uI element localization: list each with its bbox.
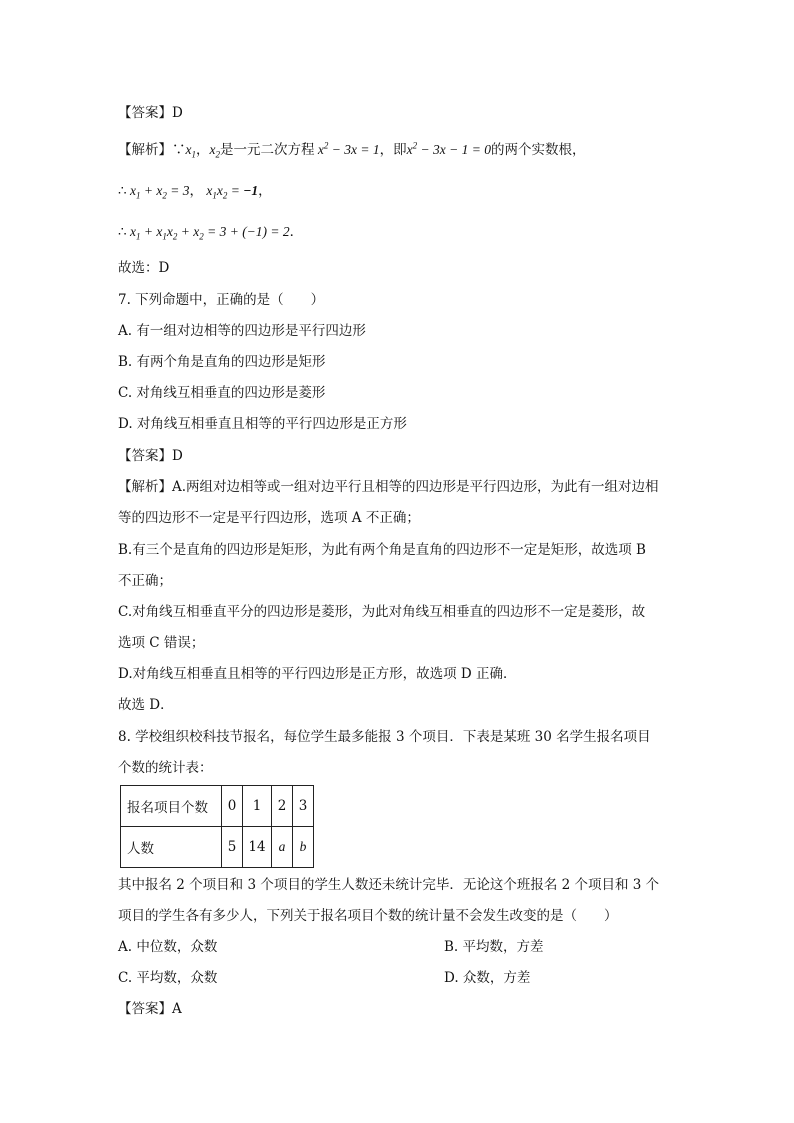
- math-result: $x_1 + x_1x_2 + x_2 = 3 + (-1) = 2$: [126, 224, 290, 242]
- q8-option-d: D. 众数，方差: [444, 970, 531, 986]
- q6-analysis-line2: ∴ $x_1 + x_2 = 3$， $x_1x_2 = -1$，: [118, 183, 272, 201]
- q7-analysis-line: 不正确；: [118, 573, 172, 589]
- q7-stem: 7. 下列命题中，正确的是（ ）: [118, 292, 325, 308]
- q7-analysis-line: 选项 C 错误；: [118, 635, 205, 651]
- math-product: $x_1x_2 = -1$: [206, 183, 259, 201]
- analysis-label: 【解析】: [118, 142, 172, 158]
- therefore-symbol: ∴: [118, 183, 127, 199]
- q8-option-c: C. 平均数，众数: [118, 970, 218, 986]
- table-row: [121, 827, 314, 868]
- because-symbol: ∵: [172, 142, 186, 158]
- therefore-symbol: ∴: [118, 224, 127, 240]
- q8-answer: 【答案】A: [118, 1001, 182, 1017]
- table-cell: 0: [222, 786, 243, 827]
- q6-text-c: 的两个实数根，: [490, 142, 586, 158]
- q7-option-d: D. 对角线互相垂直且相等的平行四边形是正方形: [118, 416, 407, 432]
- table-cell: 5: [222, 827, 243, 868]
- q8-after-line2: 项目的学生各有多少人，下列关于报名项目个数的统计量不会发生改变的是（ ）: [118, 908, 618, 924]
- q7-analysis-line: C.对角线互相垂直平分的四边形是菱形，为此对角线互相垂直的四边形不一定是菱形，故: [118, 604, 646, 620]
- q7-analysis-line: 等的四边形不一定是平行四边形，选项 A 不正确；: [118, 510, 420, 526]
- math-equation-2: $x^2 - 3x - 1 = 0$: [406, 140, 491, 157]
- q8-after-line1: 其中报名 2 个项目和 3 个项目的学生人数还未统计完毕．无论这个班报名 2 个项目和 3 个: [118, 877, 660, 893]
- table-cell: 2: [272, 786, 293, 827]
- q7-option-b: B. 有两个角是直角的四边形是矩形: [118, 354, 326, 370]
- table-cell: b: [293, 827, 314, 868]
- q6-answer: 【答案】D: [118, 105, 183, 121]
- q6-analysis-line1: 【解析】$\because x_1$，$x_2$是一元二次方程 $x^2 - 3x = 1$，即$x^2 - 3x - 1 = 0$的两个实数根，: [118, 140, 586, 160]
- table-cell: 1: [243, 786, 272, 827]
- q6-choose: 故选：D: [118, 260, 170, 276]
- table-cell: 14: [243, 827, 272, 868]
- table-cell: 3: [293, 786, 314, 827]
- q7-analysis-line: B.有三个是直角的四边形是矩形，为此有两个角是直角的四边形不一定是矩形，故选项 B: [118, 542, 646, 558]
- q7-analysis-line: D.对角线互相垂直且相等的平行四边形是正方形，故选项 D 正确．: [118, 666, 517, 682]
- table-header-cell: 报名项目个数: [121, 786, 222, 827]
- q6-text-b: ，即: [379, 142, 407, 158]
- math-sum: $x_1 + x_2 = 3$: [126, 183, 190, 201]
- q7-analysis-line: 故选 D．: [118, 697, 174, 713]
- q8-stem-line2: 个数的统计表：: [118, 760, 213, 776]
- q7-option-a: A. 有一组对边相等的四边形是平行四边形: [118, 323, 366, 339]
- table-row: [121, 786, 314, 827]
- q8-option-a: A. 中位数，众数: [118, 939, 218, 955]
- q7-analysis-line: 【解析】A.两组对边相等或一组对边平行且相等的四边形是平行四边形，为此有一组对边相: [118, 479, 659, 495]
- q6-analysis-line3: ∴ $x_1 + x_1x_2 + x_2 = 3 + (-1) = 2$．: [118, 224, 304, 242]
- q6-text-a: 是一元二次方程: [220, 142, 315, 158]
- math-equation-1: $x^2 - 3x = 1$: [314, 140, 380, 157]
- table-cell: a: [272, 827, 293, 868]
- q7-answer: 【答案】D: [118, 448, 183, 464]
- q8-stem-line1: 8. 学校组织校科技节报名，每位学生最多能报 3 个项目．下表是某班 30 名学生报名项目: [118, 729, 651, 745]
- math-x1x2: $x_1$: [185, 142, 196, 160]
- q7-option-c: C. 对角线互相垂直的四边形是菱形: [118, 385, 326, 401]
- stats-table: [120, 785, 314, 868]
- table-header-cell: 人数: [121, 827, 222, 868]
- q8-option-b: B. 平均数，方差: [444, 939, 544, 955]
